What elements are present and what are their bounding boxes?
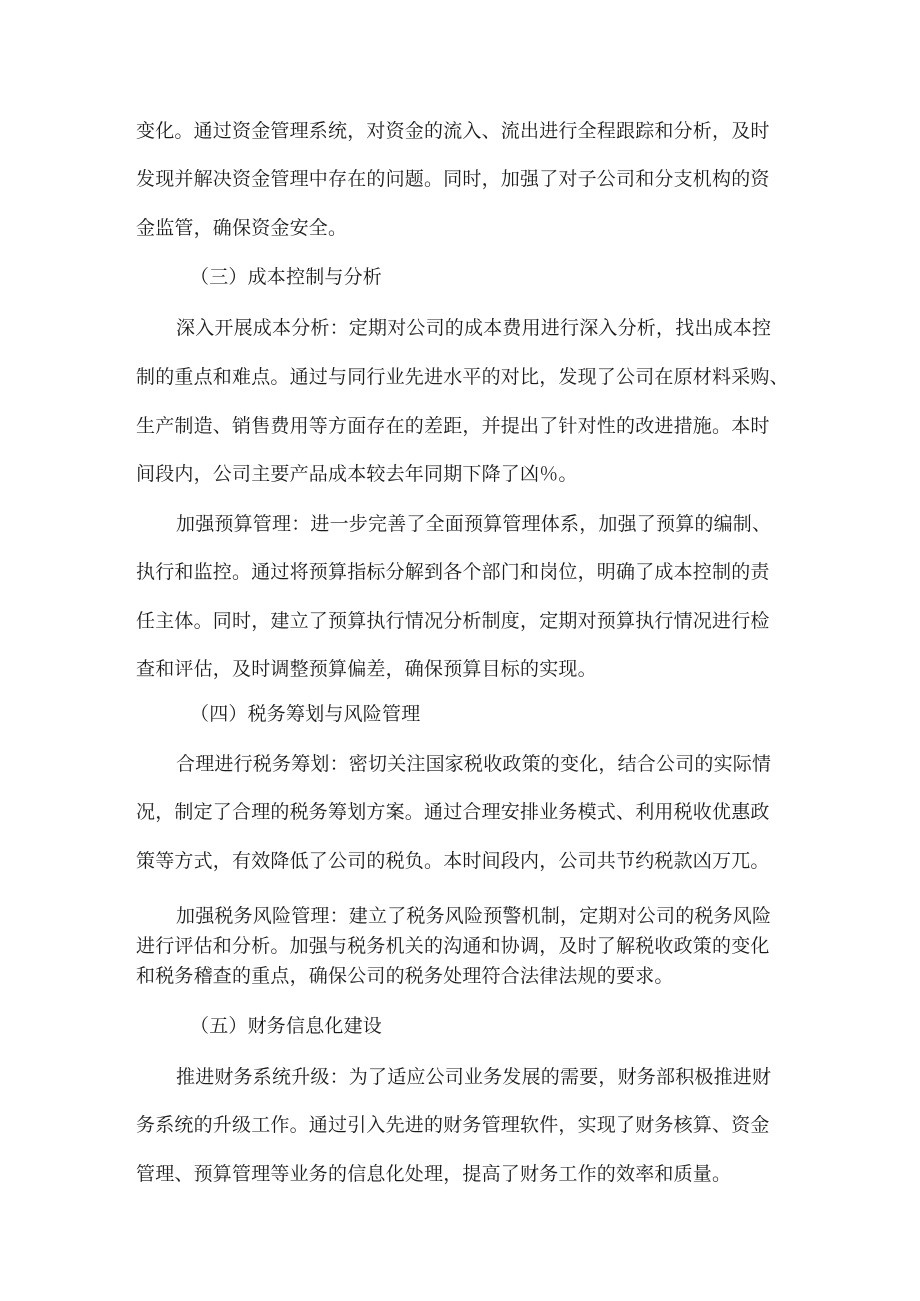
paragraph-start: 推进财务系统升级：为了适应公司业务发展的需要，财务部积极推进财 <box>176 1066 772 1088</box>
text-line: 金监管，确保资金安全。 <box>136 217 348 239</box>
paragraph-start: 加强税务风险管理：建立了税务风险预警机制，定期对公司的税务风险 <box>176 905 772 927</box>
paragraph-start: 加强预算管理：进一步完善了全面预算管理体系，加强了预算的编制、 <box>176 513 772 535</box>
text-line: 况，制定了合理的税务筹划方案。通过合理安排业务模式、利用税收优惠政 <box>136 801 770 823</box>
text-line: 任主体。同时，建立了预算执行情况分析制度，定期对预算执行情况进行检 <box>136 610 770 632</box>
text-line: 生产制造、销售费用等方面存在的差距，并提出了针对性的改进措施。本时 <box>136 415 770 437</box>
text-line: 策等方式，有效降低了公司的税负。本时间段内，公司共节约税款凶万兀。 <box>136 850 770 872</box>
paragraph-start: 合理进行税务筹划：密切关注国家税收政策的变化，结合公司的实际情 <box>176 753 772 775</box>
text-line: 管理、预算管理等业务的信息化处理，提高了财务工作的效率和质量。 <box>136 1163 732 1185</box>
text-line: 和税务稽查的重点，确保公司的税务处理符合法律法规的要求。 <box>136 965 674 987</box>
text-line: 间段内，公司主要产品成本较去年同期下降了凶％。 <box>136 463 578 485</box>
text-line: 务系统的升级工作。通过引入先进的财务管理软件，实现了财务核算、资金 <box>136 1114 770 1136</box>
text-line: 查和评估，及时调整预算偏差，确保预算目标的实现。 <box>136 658 597 680</box>
section-heading-4: （四）税务筹划与风险管理 <box>190 703 421 725</box>
text-line: 发现并解决资金管理中存在的问题。同时，加强了对子公司和分支机构的资 <box>136 168 770 190</box>
text-line: 进行评估和分析。加强与税务机关的沟通和协调，及时了解税收政策的变化 <box>136 935 770 957</box>
text-line: 变化。通过资金管理系统，对资金的流入、流出进行全程跟踪和分析，及时 <box>136 120 770 142</box>
text-line: 执行和监控。通过将预算指标分解到各个部门和岗位，明确了成本控制的责 <box>136 561 770 583</box>
text-line: 制的重点和难点。通过与同行业先进水平的对比，发现了公司在原材料采购、 <box>136 366 789 388</box>
section-heading-3: （三）成本控制与分析 <box>190 266 383 288</box>
paragraph-start: 深入开展成本分析：定期对公司的成本费用进行深入分析，找出成本控 <box>176 317 772 339</box>
section-heading-5: （五）财务信息化建设 <box>190 1015 383 1037</box>
